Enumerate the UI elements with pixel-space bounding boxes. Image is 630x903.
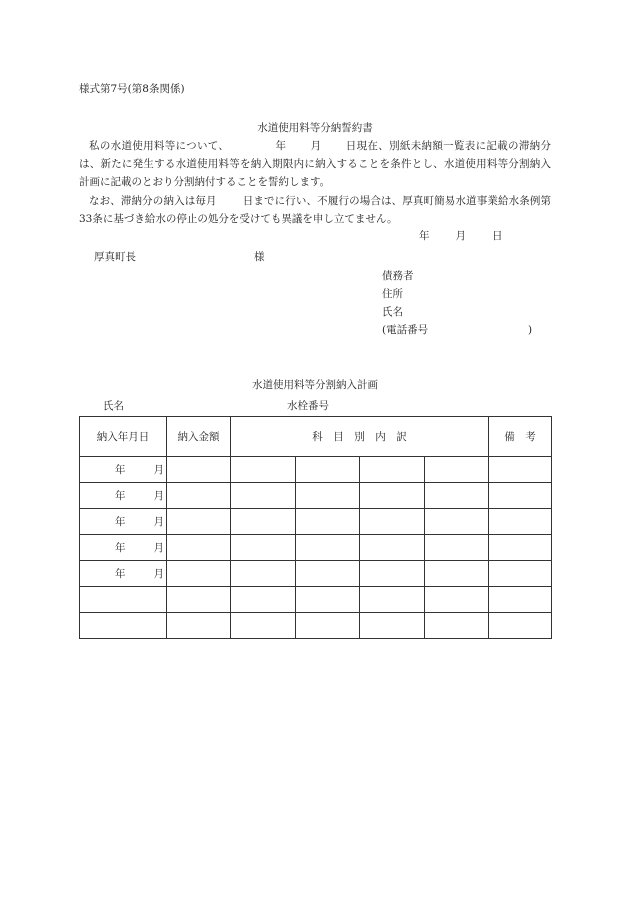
payment-amount-cell[interactable] [167, 457, 231, 483]
pledge-paragraph-2 [79, 192, 551, 228]
header-payment-amount: 納入金額 [167, 417, 231, 457]
payment-plan-table [79, 416, 552, 639]
pledge-para1-year: 年 [275, 140, 287, 152]
year-label: 年 [115, 464, 126, 476]
payment-date-cell[interactable] [80, 561, 167, 587]
pledge-date-year: 年 [419, 230, 430, 242]
payment-date-cell[interactable] [80, 587, 167, 613]
breakdown-cell[interactable] [425, 535, 489, 561]
breakdown-cell[interactable] [231, 483, 296, 509]
year-label: 年 [115, 542, 126, 554]
breakdown-cell[interactable] [296, 535, 360, 561]
pledge-date-day: 日 [492, 230, 503, 242]
breakdown-cell[interactable] [360, 509, 425, 535]
breakdown-cell[interactable] [296, 509, 360, 535]
debtor-label: 債務者 [382, 270, 414, 282]
addressee: 厚真町長 [94, 251, 136, 263]
month-label: 月 [153, 542, 164, 554]
breakdown-cell[interactable] [231, 509, 296, 535]
table-header-row [80, 417, 552, 457]
payment-amount-cell[interactable] [167, 561, 231, 587]
pledge-para1-lead: 私の水道使用料等について、 [89, 140, 230, 152]
remarks-cell[interactable] [489, 457, 552, 483]
breakdown-cell[interactable] [425, 561, 489, 587]
remarks-cell[interactable] [489, 509, 552, 535]
phone-close-paren: ) [528, 324, 533, 336]
form-number: 様式第7号(第8条関係) [79, 83, 185, 95]
payment-amount-cell[interactable] [167, 509, 231, 535]
table-row [80, 587, 552, 613]
payment-amount-cell[interactable] [167, 483, 231, 509]
breakdown-cell[interactable] [296, 587, 360, 613]
breakdown-cell[interactable] [296, 457, 360, 483]
header-payment-date: 納入年月日 [80, 417, 167, 457]
breakdown-cell[interactable] [360, 613, 425, 639]
breakdown-cell[interactable] [425, 483, 489, 509]
year-label: 年 [115, 568, 126, 580]
pledge-para1-body: 日現在、別紙未納額一覧表に記載の滞納分は、新たに発生する水道使用料等を納入期限内に納入することを条件とし、水道使用料等分割納入計画に記載のとおり分割納付することを誓約します。 [79, 140, 552, 188]
payment-date-cell[interactable] [80, 509, 167, 535]
payment-date-cell[interactable] [80, 483, 167, 509]
table-row [80, 535, 552, 561]
breakdown-cell[interactable] [360, 561, 425, 587]
table-row [80, 613, 552, 639]
pledge-date-month: 月 [455, 230, 466, 242]
pledge-para2-lead: なお、滞納分の納入は毎月 [89, 195, 217, 207]
pledge-date [419, 229, 503, 243]
payment-date-cell[interactable] [80, 613, 167, 639]
month-label: 月 [153, 516, 164, 528]
table-row [80, 483, 552, 509]
remarks-cell[interactable] [489, 587, 552, 613]
breakdown-cell[interactable] [360, 587, 425, 613]
breakdown-cell[interactable] [425, 613, 489, 639]
payment-date-cell[interactable] [80, 457, 167, 483]
plan-title: 水道使用料等分割納入計画 [252, 379, 378, 391]
pledge-para2-body: 日までに行い、不履行の場合は、厚真町簡易水道事業給水条例第33条に基づき給水の停止の処分を受けても異議を申し立てません。 [79, 195, 551, 225]
pledge-para1-month: 月 [310, 140, 322, 152]
breakdown-cell[interactable] [231, 457, 296, 483]
breakdown-cell[interactable] [296, 483, 360, 509]
remarks-cell[interactable] [489, 613, 552, 639]
breakdown-cell[interactable] [231, 561, 296, 587]
phone-label: (電話番号 [382, 324, 429, 336]
breakdown-cell[interactable] [425, 457, 489, 483]
month-label: 月 [153, 464, 164, 476]
breakdown-cell[interactable] [360, 457, 425, 483]
breakdown-cell[interactable] [425, 509, 489, 535]
breakdown-cell[interactable] [360, 483, 425, 509]
plan-hydrant-label: 水栓番号 [287, 400, 329, 412]
honorific: 様 [254, 251, 265, 263]
pledge-paragraph-1 [79, 137, 551, 191]
payment-amount-cell[interactable] [167, 535, 231, 561]
name-label: 氏名 [382, 306, 403, 318]
month-label: 月 [153, 490, 164, 502]
header-remarks: 備 考 [489, 417, 552, 457]
breakdown-cell[interactable] [296, 561, 360, 587]
remarks-cell[interactable] [489, 483, 552, 509]
pledge-title: 水道使用料等分納誓約書 [257, 122, 373, 134]
remarks-cell[interactable] [489, 535, 552, 561]
address-label: 住所 [382, 288, 403, 300]
breakdown-cell[interactable] [231, 587, 296, 613]
month-label: 月 [153, 568, 164, 580]
payment-date-cell[interactable] [80, 535, 167, 561]
remarks-cell[interactable] [489, 561, 552, 587]
breakdown-cell[interactable] [296, 613, 360, 639]
plan-name-label: 氏名 [103, 400, 124, 412]
header-breakdown: 科 目 別 内 訳 [231, 417, 489, 457]
table-row [80, 457, 552, 483]
year-label: 年 [115, 516, 126, 528]
breakdown-cell[interactable] [360, 535, 425, 561]
payment-amount-cell[interactable] [167, 613, 231, 639]
breakdown-cell[interactable] [231, 535, 296, 561]
year-label: 年 [115, 490, 126, 502]
breakdown-cell[interactable] [231, 613, 296, 639]
table-row [80, 561, 552, 587]
breakdown-cell[interactable] [425, 587, 489, 613]
table-row [80, 509, 552, 535]
payment-amount-cell[interactable] [167, 587, 231, 613]
